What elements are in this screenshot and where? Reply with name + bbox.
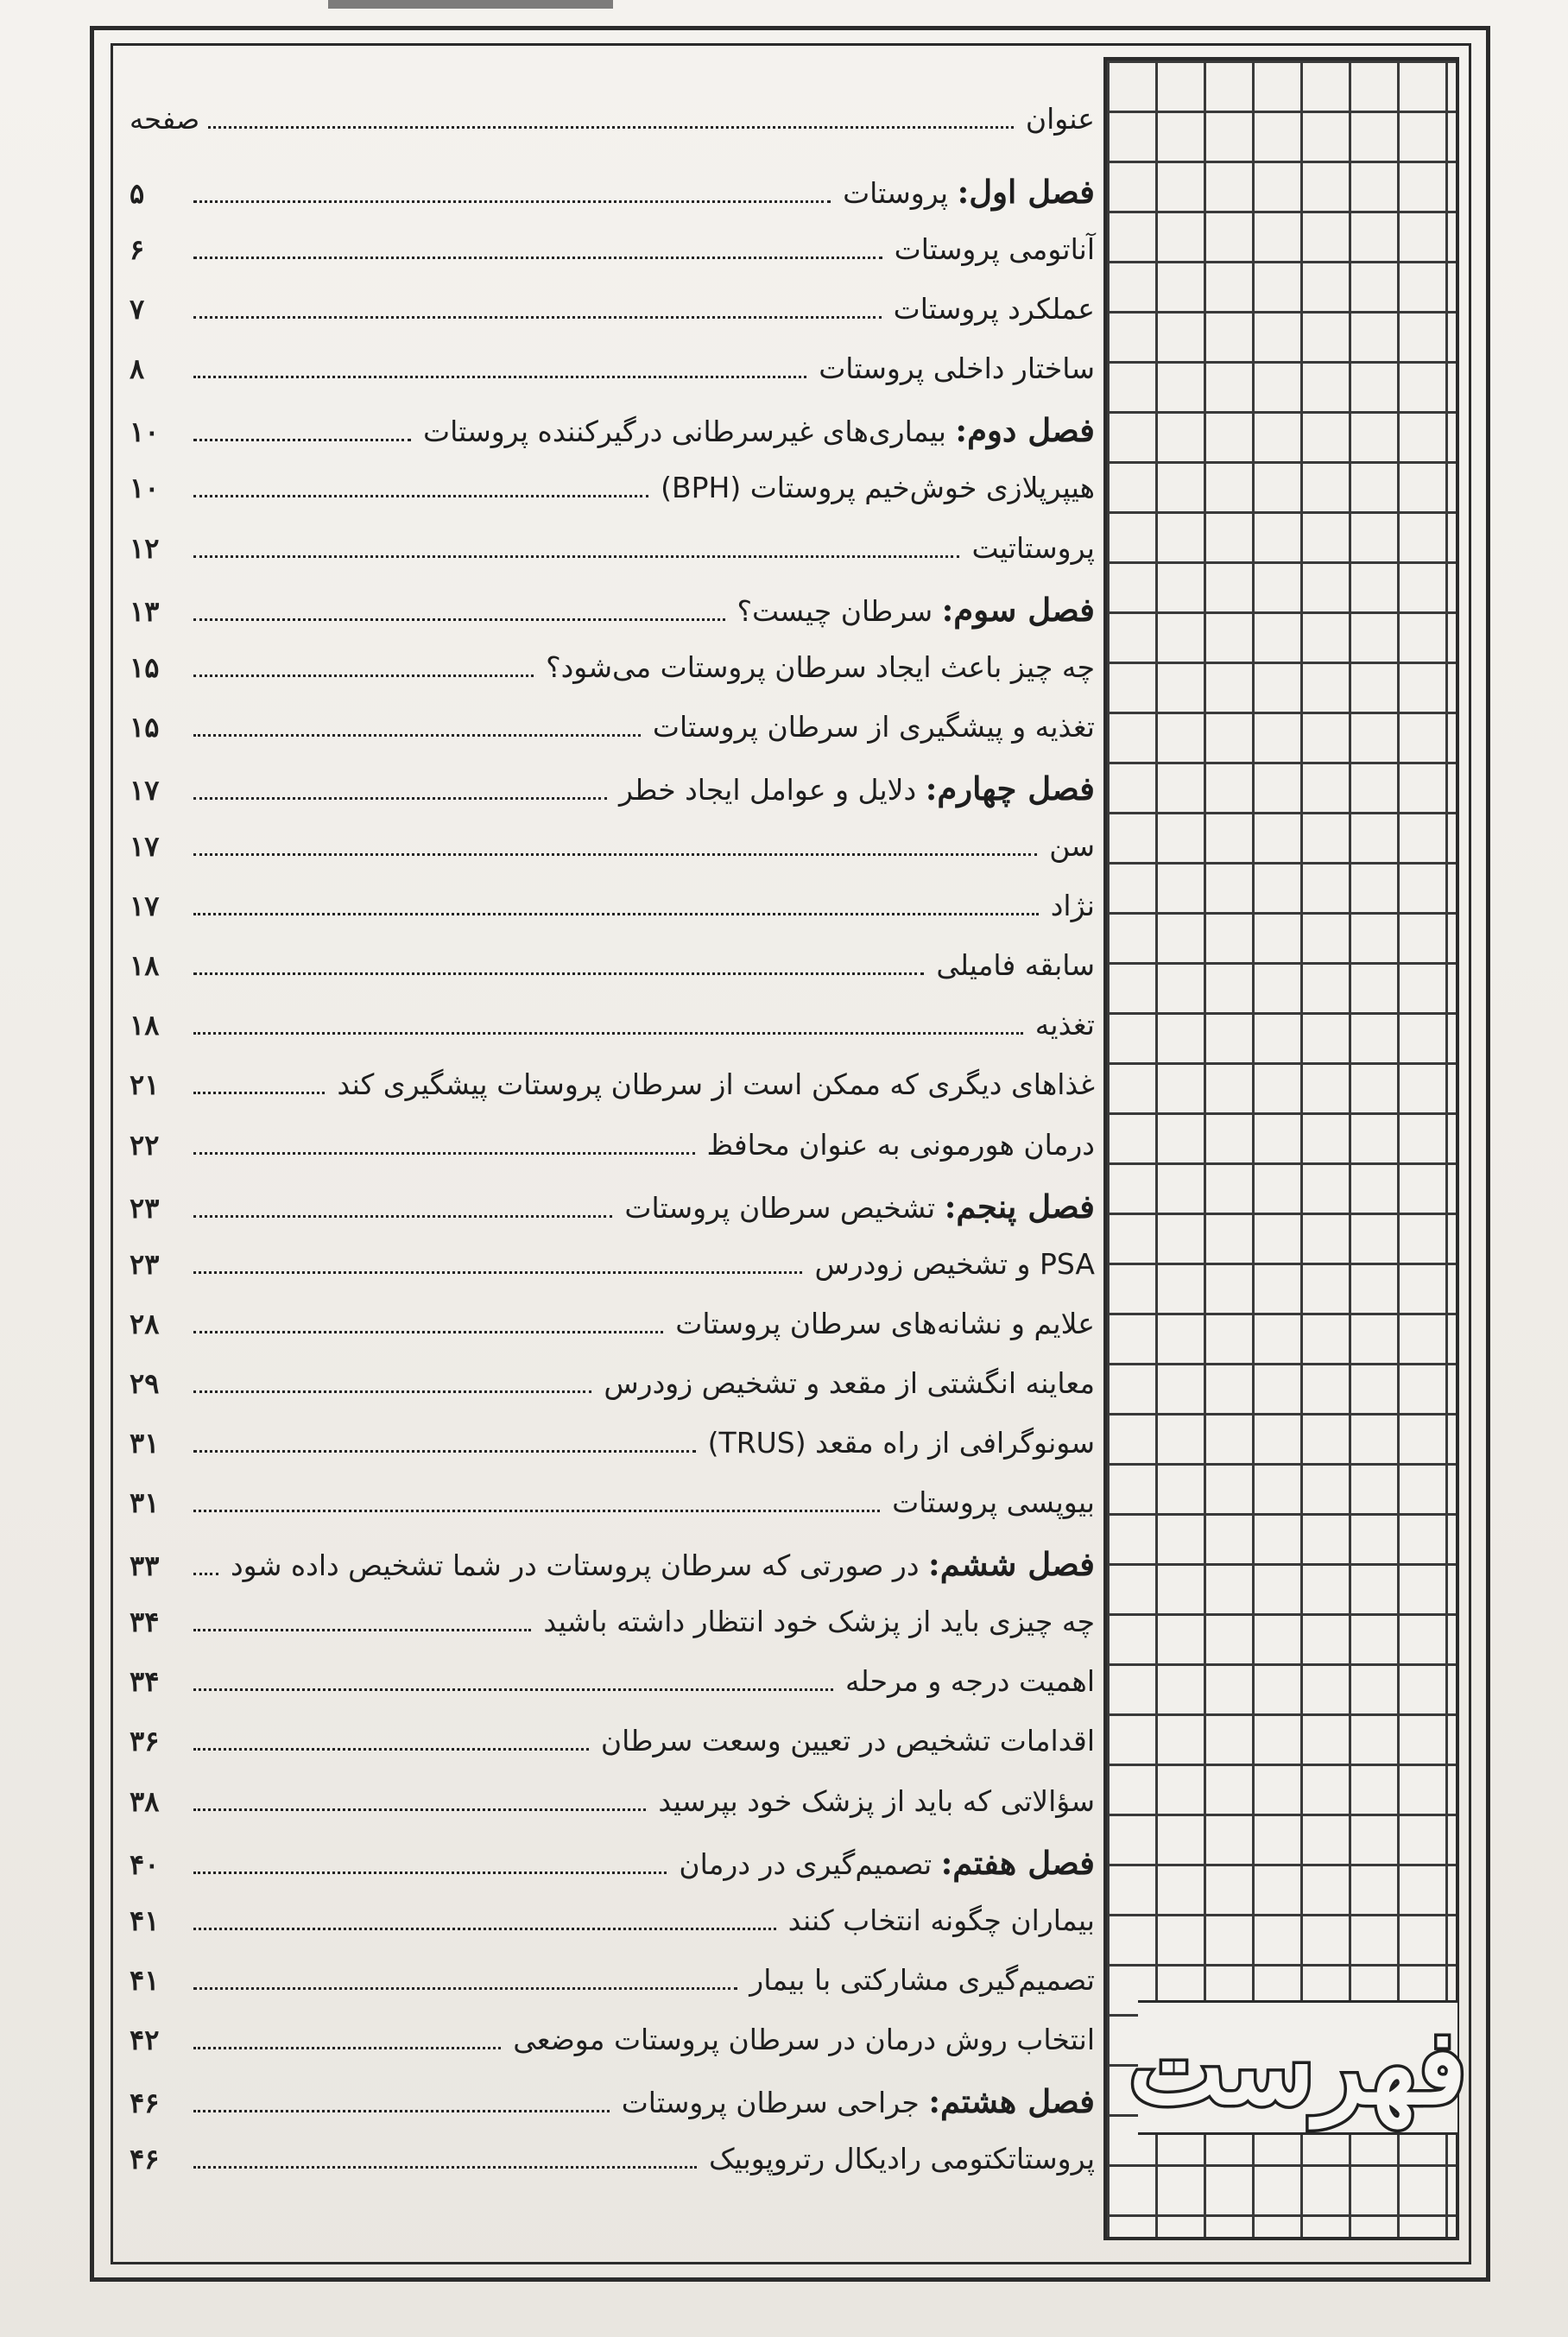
entry-text: تشخیص سرطان پروستات: [624, 1190, 936, 1225]
toc-entry-title: [595, 1366, 1095, 1400]
page-number: ۱۰: [130, 472, 160, 505]
side-title-badge: [1129, 2000, 1467, 2135]
toc-header: [130, 102, 1095, 159]
leader-dots: [193, 1331, 663, 1333]
toc-entry: [130, 1844, 1095, 1903]
leader-dots: [193, 972, 924, 975]
page-number: ۴۲: [130, 2023, 160, 2056]
toc-entry: [130, 591, 1095, 650]
leader-dots: [193, 1215, 612, 1218]
toc-entry: [130, 411, 1095, 471]
leader-dots: [193, 439, 411, 441]
toc-entry-title: [886, 232, 1095, 266]
entry-text: دلایل و عوامل ایجاد خطر: [618, 772, 917, 807]
leader-dots: [193, 1152, 695, 1155]
page-number: ۱۲: [130, 531, 160, 565]
page-number: ۱۵: [130, 710, 160, 744]
entry-text: چه چیز باعث ایجاد سرطان پروستات می‌شود؟: [546, 649, 1095, 684]
chapter-label: فصل هشتم:: [928, 2082, 1095, 2120]
entry-text: پروستاتیت: [971, 530, 1095, 565]
leader-dots: [193, 1510, 880, 1512]
entry-text: انتخاب روش درمان در سرطان پروستات موضعی: [513, 2022, 1095, 2056]
toc-entry-title: [644, 710, 1095, 744]
entry-text: اقدامات تشخیص در تعیین وسعت سرطان: [600, 1724, 1095, 1758]
entry-text: جراحی سرطان پروستات: [621, 2086, 920, 2119]
toc-entry-title: [222, 1545, 1095, 1583]
toc-entry-title: [837, 1664, 1095, 1698]
chapter-label: فصل اول:: [957, 173, 1095, 211]
page-number: ۳۴: [130, 1606, 160, 1639]
leader-dots: [193, 618, 725, 621]
binding-shadow: [328, 0, 613, 9]
toc-entry-title: [806, 1247, 1095, 1281]
leader-dots: [193, 555, 959, 558]
toc-entry-title: [1042, 889, 1095, 922]
toc-entry: [130, 173, 1095, 232]
entry-text: سرطان چیست؟: [737, 593, 933, 628]
toc-entry: [130, 1664, 1095, 1724]
toc-entry: [130, 1963, 1095, 2023]
toc-entry: [130, 1247, 1095, 1307]
leader-dots: [193, 1987, 737, 1990]
leader-dots: [193, 2110, 610, 2112]
toc-entry-title: [810, 352, 1095, 385]
toc-entry: [130, 1485, 1095, 1545]
toc-entry-title: [616, 1188, 1095, 1226]
toc-entry-title: [741, 1963, 1095, 1997]
toc-entry: [130, 352, 1095, 411]
entry-text: نژاد: [1050, 889, 1095, 923]
table-of-contents: [130, 102, 1095, 2201]
toc-entry-title: [613, 2082, 1095, 2120]
toc-entry: [130, 1903, 1095, 1963]
toc-entry: [130, 2082, 1095, 2142]
chapter-label: فصل هفتم:: [940, 1843, 1095, 1882]
page-number: ۴۰: [130, 1847, 160, 1881]
entry-text: تغذیه و پیشگیری از سرطان پروستات: [652, 709, 1095, 744]
entry-text: سونوگرافی از راه مقعد (TRUS): [707, 1425, 1095, 1460]
leader-dots: [193, 1271, 802, 1274]
toc-entry: [130, 948, 1095, 1008]
leader-dots: [193, 1808, 646, 1811]
page-number: ۲۸: [130, 1307, 160, 1340]
toc-entry: [130, 471, 1095, 530]
page-number: ۳۸: [130, 1784, 160, 1818]
entry-text: ساختار داخلی پروستات: [819, 352, 1095, 386]
leader-dots: [193, 495, 648, 497]
toc-entry-title: [780, 1903, 1095, 1937]
toc-entry: [130, 1067, 1095, 1127]
entry-text: آناتومی پروستات: [894, 232, 1095, 267]
toc-entry: [130, 1128, 1095, 1188]
page-number: ۱۷: [130, 830, 160, 864]
leader-dots: [193, 256, 882, 259]
page-number: ۱۰: [130, 415, 160, 449]
page-number: ۳۴: [130, 1665, 160, 1699]
leader-dots: [193, 1928, 776, 1930]
toc-entry: [130, 232, 1095, 292]
toc-entry-title: [534, 1605, 1095, 1638]
entry-text: در صورتی که سرطان پروستات در شما تشخیص داده شود: [230, 1548, 920, 1583]
toc-entry-title: [652, 471, 1095, 504]
entry-text: بیماران چگونه انتخاب کنند: [787, 1903, 1095, 1937]
leader-dots: [193, 853, 1037, 856]
entry-text: درمان هورمونی به عنوان محافظ: [706, 1127, 1095, 1162]
entry-text: معاینه انگشتی از مقعد و تشخیص زودرس: [604, 1365, 1095, 1400]
toc-entry-title: [699, 1128, 1095, 1162]
entry-text: بیماری‌های غیرسرطانی درگیرکننده پروستات: [423, 415, 946, 449]
leader-dots: [193, 734, 641, 737]
chapter-label: فصل ششم:: [928, 1545, 1095, 1584]
page-number: ۳۶: [130, 1725, 160, 1758]
toc-entry-title: [883, 1485, 1095, 1519]
page-number: ۱۵: [130, 650, 160, 684]
toc-entry: [130, 1307, 1095, 1366]
toc-list: [130, 173, 1095, 2201]
toc-entry: [130, 1188, 1095, 1247]
page-number: ۸: [130, 352, 145, 386]
toc-entry: [130, 1784, 1095, 1844]
toc-entry-title: [1027, 1008, 1095, 1042]
entry-text: چه چیزی باید از پزشک خود انتظار داشته باشید: [543, 1605, 1095, 1639]
page-number: ۴۶: [130, 2143, 160, 2176]
toc-entry-title: [927, 948, 1095, 982]
leader-dots: [193, 2047, 501, 2049]
toc-entry-title: [834, 173, 1095, 211]
leader-dots: [193, 1092, 325, 1094]
toc-entry: [130, 889, 1095, 948]
toc-entry-title: [963, 531, 1095, 565]
toc-entry-title: [504, 2023, 1095, 2056]
title-column-label: عنوان: [1025, 102, 1095, 136]
leader-dots: [193, 2166, 697, 2169]
page-number: ۱۳: [130, 594, 160, 628]
toc-entry: [130, 1724, 1095, 1783]
leader-dots: [193, 200, 831, 203]
page-number: ۲۲: [130, 1128, 160, 1162]
entry-text: پروستاتکتومی رادیکال رتروپوبیک: [709, 2142, 1095, 2176]
page-number: ۱۷: [130, 890, 160, 923]
toc-entry: [130, 650, 1095, 710]
entry-text: عملکرد پروستات: [893, 292, 1095, 326]
leader-dots: [193, 797, 607, 800]
toc-entry: [130, 2142, 1095, 2201]
page-number: ۱۷: [130, 773, 160, 807]
leader-dots: [208, 126, 1014, 129]
page-number: ۲۳: [130, 1191, 160, 1225]
entry-text: سن: [1049, 829, 1095, 864]
decorative-grid-panel: [1103, 57, 1459, 2240]
toc-entry: [130, 531, 1095, 591]
page-number: ۳۳: [130, 1549, 160, 1583]
page-number: ۴۱: [130, 1903, 160, 1937]
toc-entry: [130, 770, 1095, 829]
toc-entry-title: [414, 411, 1095, 449]
page-number: ۵: [130, 177, 145, 210]
page-number: ۲۱: [130, 1068, 160, 1102]
entry-text: تصمیم‌گیری در درمان: [679, 1846, 933, 1881]
page-number: ۱۸: [130, 1009, 160, 1042]
page-number: ۳۱: [130, 1426, 160, 1460]
leader-dots: [193, 1629, 531, 1631]
page-number: ۴۶: [130, 2087, 160, 2119]
toc-entry: [130, 292, 1095, 352]
chapter-label: فصل پنجم:: [944, 1187, 1095, 1226]
page-column-label: صفحه: [130, 103, 200, 136]
page-number: ۱۸: [130, 949, 160, 983]
toc-entry-title: [699, 1426, 1095, 1460]
toc-entry-title: [885, 292, 1095, 326]
page-number: ۴۱: [130, 1963, 160, 1997]
toc-entry-title: [610, 770, 1095, 808]
entry-text: PSA و تشخیص زودرس: [814, 1246, 1095, 1281]
entry-text: اهمیت درجه و مرحله: [844, 1664, 1095, 1699]
toc-entry-title: [1040, 829, 1095, 863]
entry-text: پروستات: [843, 176, 949, 210]
toc-entry: [130, 1605, 1095, 1664]
entry-text: غذاهای دیگری که ممکن است از سرطان پروستات پیشگیری کند: [337, 1067, 1095, 1102]
toc-entry: [130, 829, 1095, 889]
leader-dots: [193, 1688, 833, 1691]
toc-entry: [130, 1008, 1095, 1067]
page-number: ۳۱: [130, 1486, 160, 1520]
entry-text: تغذیه: [1034, 1008, 1095, 1042]
chapter-label: فصل چهارم:: [925, 769, 1095, 808]
leader-dots: [193, 1032, 1023, 1035]
leader-dots: [193, 1872, 667, 1874]
toc-entry-title: [729, 591, 1095, 629]
toc-entry-title: [649, 1784, 1095, 1818]
toc-entry-title: [667, 1307, 1095, 1340]
toc-entry: [130, 1426, 1095, 1485]
page-number: ۲۳: [130, 1247, 160, 1281]
toc-entry-title: [670, 1844, 1095, 1882]
toc-entry: [130, 710, 1095, 770]
leader-dots: [193, 674, 534, 677]
leader-dots: [193, 1748, 589, 1751]
contents-title: فهرست: [1129, 2007, 1467, 2127]
toc-entry: [130, 1545, 1095, 1605]
entry-text: بیوپسی پروستات: [892, 1485, 1095, 1520]
toc-entry-title: [328, 1067, 1095, 1101]
toc-entry-title: [700, 2142, 1095, 2176]
toc-entry-title: [592, 1724, 1095, 1758]
leader-dots: [193, 316, 882, 319]
page-number: ۷: [130, 293, 145, 326]
entry-text: سابقه فامیلی: [936, 948, 1095, 983]
entry-text: علایم و نشانه‌های سرطان پروستات: [675, 1306, 1095, 1340]
entry-text: سؤالاتی که باید از پزشک خود بپرسید: [658, 1783, 1095, 1818]
entry-text: تصمیم‌گیری مشارکتی با بیمار: [749, 1962, 1095, 1997]
toc-entry: [130, 1366, 1095, 1426]
toc-entry-title: [537, 650, 1095, 684]
chapter-label: فصل سوم:: [941, 590, 1095, 629]
leader-dots: [193, 1390, 591, 1393]
page-number: ۶: [130, 233, 145, 267]
leader-dots: [193, 1573, 218, 1575]
leader-dots: [193, 1450, 696, 1453]
page-number: ۲۹: [130, 1366, 160, 1400]
entry-text: هیپرپلازی خوش‌خیم پروستات (BPH): [661, 471, 1095, 505]
leader-dots: [193, 376, 806, 378]
toc-entry: [130, 2023, 1095, 2082]
chapter-label: فصل دوم:: [955, 411, 1095, 450]
leader-dots: [193, 913, 1039, 915]
